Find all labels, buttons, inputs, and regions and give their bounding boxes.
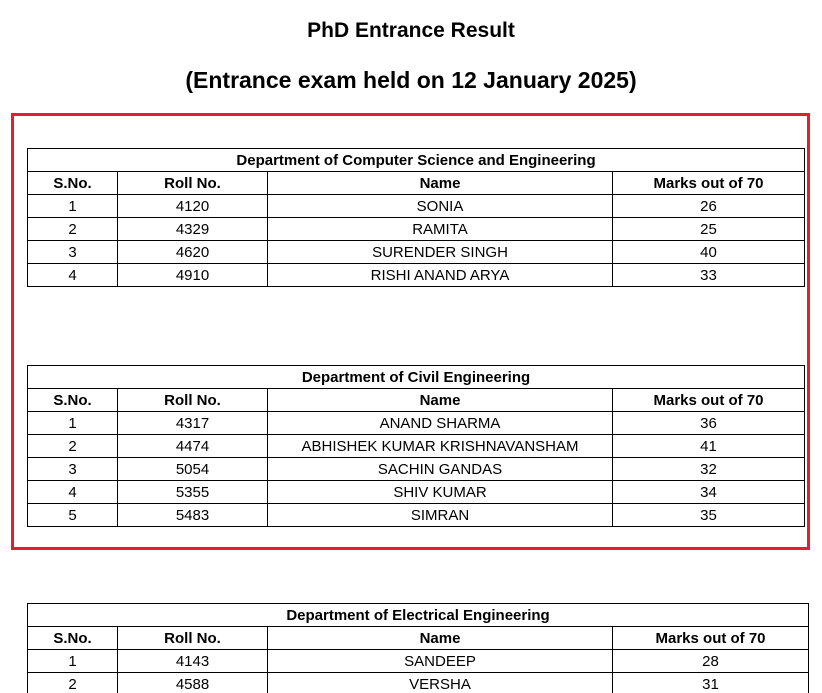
table-row <box>28 241 805 264</box>
cell-name: ANAND SHARMA <box>268 412 613 435</box>
table-row <box>28 195 805 218</box>
cell-marks: 25 <box>613 218 805 241</box>
cell-name: SIMRAN <box>268 504 613 527</box>
column-header-name: Name <box>268 389 613 412</box>
table-row <box>28 412 805 435</box>
department-heading: Department of Computer Science and Engineering <box>28 149 805 172</box>
page-subtitle: (Entrance exam held on 12 January 2025) <box>185 67 637 93</box>
column-header-marks: Marks out of 70 <box>613 172 805 195</box>
cell-roll-no: 4910 <box>118 264 268 287</box>
cell-roll-no: 5483 <box>118 504 268 527</box>
cell-sno: 1 <box>28 650 118 673</box>
cell-name: VERSHA <box>268 673 613 693</box>
cell-roll-no: 4474 <box>118 435 268 458</box>
table-row <box>28 435 805 458</box>
cell-roll-no: 4620 <box>118 241 268 264</box>
cell-marks: 36 <box>613 412 805 435</box>
department-heading: Department of Electrical Engineering <box>28 604 809 627</box>
cell-name: SONIA <box>268 195 613 218</box>
cell-marks: 40 <box>613 241 805 264</box>
column-header-sno: S.No. <box>28 172 118 195</box>
cell-name: SANDEEP <box>268 650 613 673</box>
cell-name: RAMITA <box>268 218 613 241</box>
cell-sno: 2 <box>28 435 118 458</box>
cell-sno: 3 <box>28 241 118 264</box>
cell-sno: 1 <box>28 195 118 218</box>
cell-marks: 26 <box>613 195 805 218</box>
cell-name: SHIV KUMAR <box>268 481 613 504</box>
cell-name: ABHISHEK KUMAR KRISHNAVANSHAM <box>268 435 613 458</box>
cell-roll-no: 5054 <box>118 458 268 481</box>
cell-marks: 35 <box>613 504 805 527</box>
cell-sno: 3 <box>28 458 118 481</box>
cell-name: SURENDER SINGH <box>268 241 613 264</box>
department-table-civil <box>27 365 805 527</box>
column-header-marks: Marks out of 70 <box>613 389 805 412</box>
department-table-cse <box>27 148 805 287</box>
table-row <box>28 264 805 287</box>
department-table-electrical <box>27 603 809 693</box>
cell-marks: 28 <box>613 650 809 673</box>
table-row <box>28 218 805 241</box>
column-header-roll: Roll No. <box>118 389 268 412</box>
cell-roll-no: 4317 <box>118 412 268 435</box>
column-header-marks: Marks out of 70 <box>613 627 809 650</box>
department-heading: Department of Civil Engineering <box>28 366 805 389</box>
cell-roll-no: 4120 <box>118 195 268 218</box>
cell-sno: 4 <box>28 264 118 287</box>
cell-roll-no: 4143 <box>118 650 268 673</box>
cell-roll-no: 4329 <box>118 218 268 241</box>
column-header-roll: Roll No. <box>118 172 268 195</box>
table-row <box>28 650 809 673</box>
cell-name: RISHI ANAND ARYA <box>268 264 613 287</box>
cell-sno: 2 <box>28 218 118 241</box>
table-row <box>28 481 805 504</box>
cell-marks: 32 <box>613 458 805 481</box>
cell-sno: 5 <box>28 504 118 527</box>
cell-marks: 41 <box>613 435 805 458</box>
cell-roll-no: 5355 <box>118 481 268 504</box>
cell-marks: 31 <box>613 673 809 693</box>
table-row <box>28 673 809 693</box>
column-header-name: Name <box>268 172 613 195</box>
cell-marks: 34 <box>613 481 805 504</box>
cell-sno: 2 <box>28 673 118 693</box>
page-title: PhD Entrance Result <box>307 19 515 42</box>
cell-roll-no: 4588 <box>118 673 268 693</box>
cell-marks: 33 <box>613 264 805 287</box>
column-header-sno: S.No. <box>28 627 118 650</box>
cell-sno: 1 <box>28 412 118 435</box>
table-row <box>28 458 805 481</box>
column-header-roll: Roll No. <box>118 627 268 650</box>
cell-sno: 4 <box>28 481 118 504</box>
column-header-name: Name <box>268 627 613 650</box>
cell-name: SACHIN GANDAS <box>268 458 613 481</box>
table-row <box>28 504 805 527</box>
column-header-sno: S.No. <box>28 389 118 412</box>
